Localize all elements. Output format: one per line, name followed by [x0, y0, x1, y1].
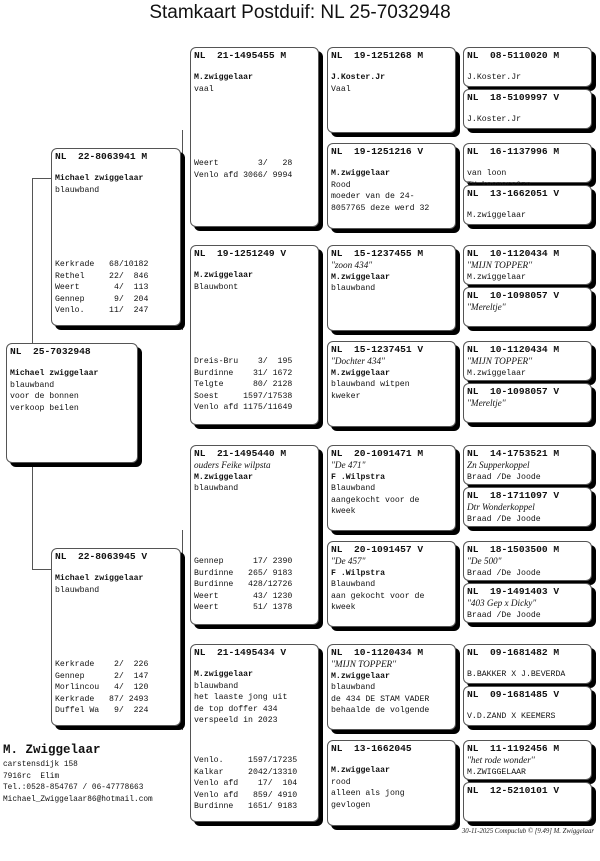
remark: behaalde de volgende	[331, 706, 430, 716]
pigeon-card-gen4[interactable]	[463, 583, 592, 623]
ring-number: NL 13-1662045	[331, 743, 412, 754]
ring-number: NL 15-1237455 M	[331, 248, 424, 259]
ring-number: NL 10-1120434 M	[331, 647, 424, 658]
pigeon-card-gen4[interactable]	[463, 143, 592, 183]
nickname: "De 457"	[331, 556, 366, 566]
result-row: Burdinne 31/ 1672	[194, 368, 293, 378]
result-row: Kalkar 2042/13310	[194, 767, 298, 777]
result-row: Kerkrade 87/ 2493	[55, 694, 149, 704]
result-row: Morlincou 4/ 120	[55, 683, 149, 693]
nickname: ''Mereltje''	[467, 398, 506, 408]
pigeon-card-mother[interactable]	[51, 548, 181, 726]
color: vaal	[194, 84, 214, 94]
nickname: "403 Gep x Dicky"	[467, 598, 537, 608]
result-row: Gennep 17/ 2390	[194, 557, 293, 566]
color: blauwband	[55, 185, 100, 195]
result-row: Weert 51/ 1378	[194, 603, 293, 613]
remark: het laaste jong uit	[194, 693, 288, 703]
color: blauwband	[10, 380, 55, 390]
result-row: Weert 43/ 1230	[194, 591, 293, 601]
ring-number: NL 19-1251268 M	[331, 50, 424, 61]
nickname: Dtr Wonderkoppel	[467, 502, 535, 512]
pigeon-card-gen3[interactable]	[327, 245, 456, 331]
owner-city: 7916rc Elim	[3, 772, 60, 781]
pigeon-card-gen3[interactable]	[327, 341, 456, 427]
pigeon-card-gen3[interactable]	[327, 445, 456, 531]
result-row: Rethel 22/ 846	[55, 271, 149, 281]
ring-number: NL 19-1251249 V	[194, 248, 287, 259]
nickname: ''MIJN TOPPER''	[467, 356, 533, 366]
remark: rood	[331, 777, 351, 787]
remark: blauwband	[331, 683, 376, 693]
breeder: Michael zwiggelaar	[10, 369, 99, 378]
remark: Rood	[331, 180, 351, 190]
nickname: ''MIJN TOPPER''	[467, 260, 533, 270]
pigeon-card-gen4[interactable]	[463, 644, 592, 684]
pigeon-card-father[interactable]	[51, 148, 181, 326]
result-row: Kerkrade 68/10182	[55, 260, 149, 269]
result-row: Venlo afd 1175/11649	[194, 403, 293, 413]
result-row: Gennep 2/ 147	[55, 671, 149, 681]
breeder: M.zwiggelaar	[331, 169, 390, 178]
breeder: M.zwiggelaar	[467, 368, 526, 378]
result-row: Weert 3/ 28	[194, 159, 293, 168]
breeder: M.zwiggelaar	[194, 271, 253, 280]
ring-number: NL 11-1192456 M	[467, 743, 560, 754]
breeder: Braad /De Joode	[467, 514, 541, 524]
footer-text: 30-11-2025 Compuclub © [9.49] M. Zwiggelaar	[461, 828, 594, 835]
result-row: Venlo afd 859/ 4910	[194, 790, 298, 800]
pigeon-card-gen4[interactable]	[463, 47, 592, 87]
nickname: "zoon 434"	[331, 260, 373, 270]
ring-number: NL 15-1237451 V	[331, 344, 424, 355]
breeder: M.zwiggelaar	[331, 272, 390, 282]
ring-number: NL 18-1503500 M	[467, 544, 560, 555]
nickname: ''MIJN TOPPER''	[331, 659, 397, 669]
result-row: Duffel Wa 9/ 224	[55, 706, 149, 716]
ring-number: NL 10-1098057 V	[467, 386, 560, 397]
ring-number: NL 21-1495455 M	[194, 50, 287, 61]
ring-number: NL 09-1681485 V	[467, 689, 560, 700]
result-row: Venlo afd 17/ 104	[194, 779, 298, 789]
remark: Vaal	[331, 84, 351, 94]
breeder: B.BAKKER X J.BEVERDA	[467, 670, 566, 679]
ring-number: NL 18-1711097 V	[467, 490, 560, 501]
pigeon-card-gen3[interactable]	[327, 740, 456, 826]
result-row: Burdinne 265/ 9183	[194, 568, 293, 578]
breeder: M.zwiggelaar	[331, 368, 390, 378]
ring-number: NL 25-7032948	[10, 346, 91, 357]
pigeon-card-gen4[interactable]	[463, 89, 592, 129]
breeder: M.zwiggelaar	[467, 272, 526, 282]
pigeon-card-gen4[interactable]	[463, 185, 592, 225]
breeder: M.zwiggelaar	[331, 671, 390, 681]
breeder: Michael zwiggelaar	[55, 574, 144, 583]
owner-address: carstensdijk 158	[3, 761, 78, 769]
breeder: Michael zwiggelaar	[55, 174, 144, 183]
pigeon-card-gen4[interactable]	[463, 487, 592, 527]
color: Blauwbont	[194, 282, 239, 292]
pigeon-card-grandmother-maternal[interactable]	[190, 644, 319, 822]
pigeon-card-gen3[interactable]	[327, 644, 456, 730]
ring-number: NL 16-1137996 M	[467, 146, 560, 157]
ring-number: NL 18-5109997 V	[467, 92, 560, 103]
result-row: Venlo afd 3066/ 9994	[194, 170, 293, 180]
remark: aan gekocht voor de	[331, 591, 425, 601]
ring-number: NL 12-5210101 V	[467, 785, 560, 796]
result-row: Venlo. 1597/17235	[194, 756, 298, 765]
page-title: Stamkaart Postduif: NL 25-7032948	[149, 2, 451, 23]
pigeon-card-gen4[interactable]	[463, 287, 592, 327]
breeder: Braad /De Joode	[467, 472, 541, 482]
breeder: M.zwiggelaar	[194, 73, 253, 82]
breeder: V.D.ZAND X KEEMERS	[467, 712, 556, 721]
breeder: M.ZWIGGELAAR	[467, 767, 526, 777]
result-row: Venlo. 11/ 247	[55, 306, 149, 316]
breeder: Braad /De Joode	[467, 610, 541, 620]
pigeon-card-grandmother-paternal[interactable]	[190, 245, 319, 425]
remark: verkoop beilen	[10, 403, 79, 413]
breeder: van loon	[467, 169, 507, 178]
remark: 8057765 deze werd 32	[331, 203, 430, 213]
color: blauwband	[194, 484, 239, 494]
pigeon-card-gen4[interactable]	[463, 383, 592, 423]
pigeon-card-gen4[interactable]	[463, 245, 592, 285]
remark: moeder van de 24-	[331, 192, 415, 202]
ring-number: NL 09-1681482 M	[467, 647, 560, 658]
remark: gevlogen	[331, 800, 371, 810]
remark: Blauwband	[331, 580, 376, 590]
ring-number: NL 21-1495440 M	[194, 448, 287, 459]
remark: blauwband witpen	[331, 380, 410, 390]
remark: kweker	[331, 391, 361, 401]
pigeon-card-gen4[interactable]	[463, 445, 592, 485]
result-row: Soest 1597/17538	[194, 391, 293, 401]
result-row: Dreis-Bru 3/ 195	[194, 357, 293, 366]
result-row: Kerkrade 2/ 226	[55, 660, 149, 669]
result-row: Telgte 80/ 2128	[194, 380, 293, 390]
remark: verspeeld in 2023	[194, 716, 278, 726]
ring-number: NL 20-1091471 M	[331, 448, 424, 459]
pigeon-card-subject[interactable]	[6, 343, 138, 463]
pigeon-card-grandfather-maternal[interactable]	[190, 445, 319, 625]
ring-number: NL 10-1120434 M	[467, 248, 560, 259]
breeder: M.zwiggelaar	[194, 472, 253, 482]
breeder: M.zwiggelaar	[194, 670, 253, 679]
owner-email[interactable]: Michael_Zwiggelaar86@hotmail.com	[3, 795, 153, 804]
ring-number: NL 22-8063945 V	[55, 551, 148, 562]
ring-number: NL 08-5110020 M	[467, 50, 560, 61]
remark: blauwband	[331, 284, 376, 294]
pigeon-card-gen4[interactable]	[463, 740, 592, 780]
pigeon-card-grandfather-paternal[interactable]	[190, 47, 319, 227]
breeder: Braad /De Joode	[467, 568, 541, 578]
remark: alleen als jong	[331, 789, 405, 799]
color: blauwband	[194, 681, 239, 691]
nickname: ''Mereltje''	[467, 302, 506, 312]
ring-number: NL 22-8063941 M	[55, 151, 148, 162]
owner-phone: Tel.:0528-854767 / 06-47778663	[3, 784, 144, 792]
pigeon-card-gen3[interactable]	[327, 47, 456, 133]
nickname: "De 500"	[467, 556, 502, 566]
breeder: F .Wilpstra	[331, 568, 386, 578]
result-row: Burdinne 1651/ 9183	[194, 802, 298, 812]
breeder: J.Koster.Jr	[467, 115, 522, 124]
remark: kweek	[331, 603, 356, 613]
ring-number: NL 10-1098057 V	[467, 290, 560, 301]
result-row: Gennep 9/ 204	[55, 294, 149, 304]
remark: aangekocht voor de	[331, 495, 420, 505]
breeder: J.Koster.Jr	[467, 73, 522, 82]
remark: Blauwband	[331, 484, 376, 494]
pigeon-card-gen4[interactable]	[463, 782, 592, 822]
ring-number: NL 20-1091457 V	[331, 544, 424, 555]
ring-number: NL 10-1120434 M	[467, 344, 560, 355]
ring-number: NL 19-1491403 V	[467, 586, 560, 597]
ring-number: NL 21-1495434 V	[194, 647, 287, 658]
result-row: Weert 4/ 113	[55, 283, 149, 293]
ring-number: NL 13-1662051 V	[467, 188, 560, 199]
ring-number: NL 19-1251216 V	[331, 146, 424, 157]
breeder: M.zwiggelaar	[331, 766, 390, 775]
ring-number: NL 14-1753521 M	[467, 448, 560, 459]
pigeon-card-gen3[interactable]	[327, 541, 456, 627]
nickname: ouders Feike wilpsta	[194, 460, 271, 470]
color: blauwband	[55, 585, 100, 595]
breeder: M.zwiggelaar	[467, 211, 526, 220]
breeder: F .Wilpstra	[331, 472, 386, 482]
pigeon-card-gen4[interactable]	[463, 341, 592, 381]
pigeon-card-gen4[interactable]	[463, 541, 592, 581]
nickname: Zn Supperkoppel	[467, 460, 530, 470]
pigeon-card-gen4[interactable]	[463, 686, 592, 726]
remark: de 434 DE STAM VADER	[331, 694, 430, 704]
nickname: "Dochter 434"	[331, 356, 385, 366]
remark: voor de bonnen	[10, 392, 79, 402]
result-row: Burdinne 428/12726	[194, 580, 293, 590]
remark: kweek	[331, 507, 356, 517]
pigeon-card-gen3[interactable]	[327, 143, 456, 229]
breeder: J.Koster.Jr	[331, 73, 386, 82]
nickname: "De 471"	[331, 460, 366, 470]
owner-block	[3, 743, 188, 806]
remark: de top doffer 434	[194, 704, 278, 714]
owner-name: M. Zwiggelaar	[3, 743, 101, 757]
nickname: ''het rode wonder''	[467, 755, 535, 765]
